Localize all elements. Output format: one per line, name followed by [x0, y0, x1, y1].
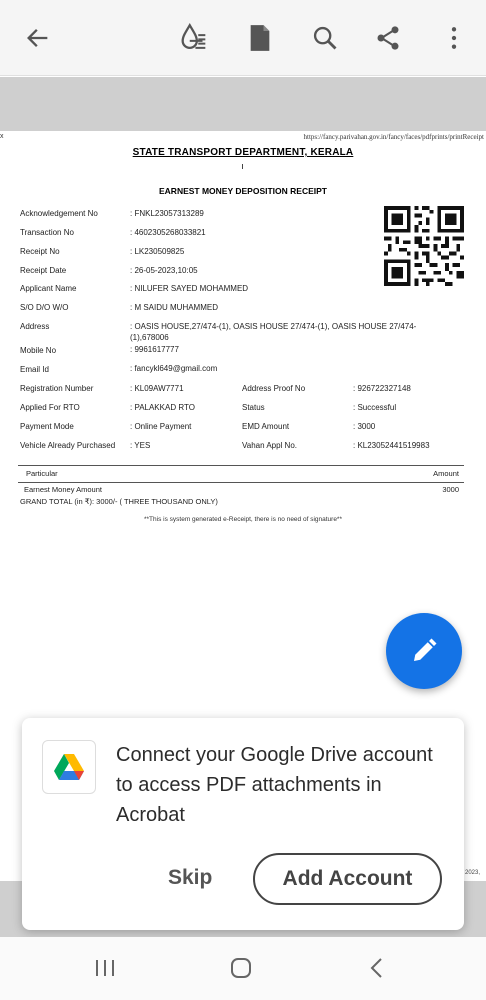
field-value: : M SAIDU MUHAMMED [130, 303, 218, 312]
back-icon[interactable] [357, 953, 397, 983]
print-url: https://fancy.parivahan.gov.in/fancy/faces/pdfprints/printReceipt [303, 133, 484, 141]
field-value: : fancykl649@gmail.com [130, 364, 218, 373]
field-value: : Successful [353, 403, 397, 412]
field-value-cont: (1),678006 [130, 333, 169, 342]
connect-drive-message: Connect your Google Drive account to access PDF attachments in Acrobat [116, 744, 433, 826]
table-amount: 3000 [442, 485, 459, 494]
field-label: Receipt No [20, 247, 60, 256]
field-label: Transaction No [20, 228, 74, 237]
field-label: Vehicle Already Purchased [20, 441, 116, 450]
table-header-rule [18, 482, 464, 483]
field-value: : 26-05-2023,10:05 [130, 266, 198, 275]
field-label: Status [242, 403, 265, 412]
field-label: Address Proof No [242, 384, 306, 393]
field-value: : NILUFER SAYED MOHAMMED [130, 284, 249, 293]
page-margin-mark: x [0, 133, 4, 140]
field-label: Applicant Name [20, 284, 77, 293]
google-drive-icon [42, 740, 96, 794]
grand-total: GRAND TOTAL (in ₹): 3000/- ( THREE THOUSAND ONLY) [20, 497, 218, 506]
share-icon[interactable] [370, 20, 406, 56]
edit-fab-button[interactable] [386, 613, 462, 689]
skip-button[interactable]: Skip [168, 866, 213, 889]
field-label: Receipt Date [20, 266, 67, 275]
field-value: : KL09AW7771 [130, 384, 184, 393]
field-value: : LK230509825 [130, 247, 185, 256]
back-arrow-icon[interactable] [20, 20, 56, 56]
document-icon[interactable] [242, 20, 278, 56]
field-value: : 4602305268033821 [130, 228, 206, 237]
field-label: Payment Mode [20, 422, 74, 431]
receipt-title: STATE TRANSPORT DEPARTMENT, KERALA [132, 147, 354, 158]
field-label: Mobile No [20, 346, 57, 355]
field-value: : KL23052441519983 [353, 441, 430, 450]
system-nav-bar [0, 937, 486, 1000]
search-icon[interactable] [307, 20, 343, 56]
table-header-particular: Particular [26, 469, 58, 478]
field-value: : 926722327148 [353, 384, 411, 393]
divider-tick [242, 164, 243, 169]
recent-apps-icon[interactable] [85, 953, 125, 983]
liquid-mode-icon[interactable] [176, 20, 212, 56]
pencil-icon [409, 636, 439, 666]
more-vert-icon[interactable] [436, 20, 472, 56]
qr-code-image [384, 206, 464, 286]
connect-drive-card [22, 718, 464, 930]
add-account-button[interactable]: Add Account [253, 853, 442, 905]
field-label: Registration Number [20, 384, 94, 393]
table-item: Earnest Money Amount [24, 485, 102, 494]
field-value: : 3000 [353, 422, 376, 431]
system-note: **This is system generated e-Receipt, there is no need of signature** [144, 516, 342, 523]
table-top-rule [18, 465, 464, 466]
home-icon[interactable] [221, 953, 261, 983]
app-toolbar [0, 0, 486, 76]
receipt-subtitle: EARNEST MONEY DEPOSITION RECEIPT [159, 186, 327, 196]
field-label: Applied For RTO [20, 403, 80, 412]
field-label: S/O D/O W/O [20, 303, 69, 312]
field-value: : YES [130, 441, 151, 450]
field-label: Address [20, 322, 50, 331]
field-label: Acknowledgement No [20, 209, 98, 218]
page-gap-top [0, 77, 486, 131]
field-value: : PALAKKAD RTO [130, 403, 195, 412]
field-value: : FNKL23057313289 [130, 209, 204, 218]
field-label: EMD Amount [242, 422, 290, 431]
page-edge-text: 2023, [465, 870, 481, 876]
table-header-amount: Amount [433, 469, 459, 478]
field-value: : OASIS HOUSE,27/474-(1), OASIS HOUSE 27/474-(1), OASIS HOUSE 27/474- [130, 322, 417, 331]
field-value: : 9961617777 [130, 345, 179, 354]
field-value: : Online Payment [130, 422, 192, 431]
field-label: Email Id [20, 365, 49, 374]
field-label: Vahan Appl No. [242, 441, 298, 450]
